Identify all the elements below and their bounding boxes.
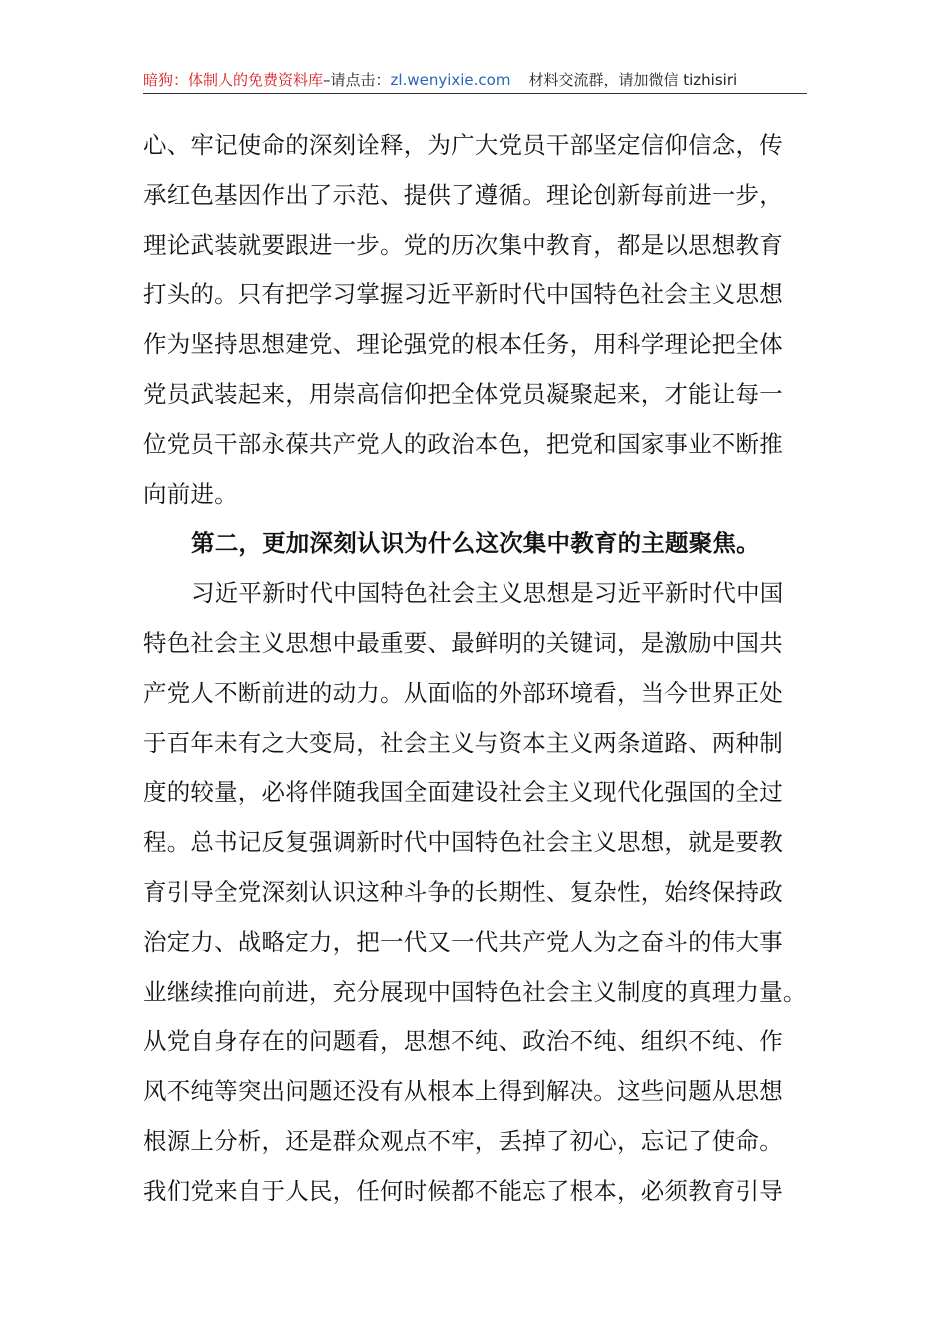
section-heading: 第二，更加深刻认识为什么这次集中教育的主题聚焦。 <box>191 529 760 558</box>
text-line: 作为坚持思想建党、理论强党的根本任务，用科学理论把全体 <box>143 330 783 359</box>
text-line: 程。总书记反复强调新时代中国特色社会主义思想，就是要教 <box>143 828 783 857</box>
text-line: 业继续推向前进，充分展现中国特色社会主义制度的真理力量。 <box>143 977 807 1006</box>
text-line: 治定力、战略定力，把一代又一代共产党人为之奋斗的伟大事 <box>143 927 783 956</box>
document-body <box>143 121 807 1217</box>
text-line: 心、牢记使命的深刻诠释，为广大党员干部坚定信仰信念，传 <box>143 131 783 159</box>
text-line: 习近平新时代中国特色社会主义思想是习近平新时代中国 <box>191 579 784 608</box>
header-group-note: 材料交流群，请加微信 tizhisiri <box>528 71 738 89</box>
text-line: 承红色基因作出了示范、提供了遵循。理论创新每前进一步， <box>143 180 783 209</box>
text-line: 度的较量，必将伴随我国全面建设社会主义现代化强国的全过 <box>143 778 783 807</box>
header-url-link[interactable]: zl.wenyixie.com <box>390 71 511 89</box>
text-line: 党员武装起来，用崇高信仰把全体党员凝聚起来，才能让每一 <box>143 379 783 408</box>
text-line: 风不纯等突出问题还没有从根本上得到解决。这些问题从思想 <box>143 1077 783 1106</box>
text-line: 位党员干部永葆共产党人的政治本色，把党和国家事业不断推 <box>143 429 783 458</box>
text-line: 从党自身存在的问题看，思想不纯、政治不纯、组织不纯、作 <box>143 1027 783 1056</box>
text-line: 于百年未有之大变局，社会主义与资本主义两条道路、两种制 <box>143 728 783 757</box>
text-line: 特色社会主义思想中最重要、最鲜明的关键词，是激励中国共 <box>143 628 783 657</box>
text-line: 育引导全党深刻认识这种斗争的长期性、复杂性，始终保持政 <box>143 877 783 906</box>
text-line: 向前进。 <box>143 479 238 508</box>
text-line: 我们党来自于人民，任何时候都不能忘了根本，必须教育引导 <box>143 1176 783 1205</box>
text-line: 理论武装就要跟进一步。党的历次集中教育，都是以思想教育 <box>143 230 783 259</box>
header-click-prompt: –请点击： <box>323 71 391 89</box>
text-line: 产党人不断前进的动力。从面临的外部环境看，当今世界正处 <box>143 678 783 707</box>
text-line: 打头的。只有把学习掌握习近平新时代中国特色社会主义思想 <box>143 280 783 309</box>
document-header <box>143 68 807 94</box>
text-line: 根源上分析，还是群众观点不牢，丢掉了初心，忘记了使命。 <box>143 1126 783 1155</box>
header-site-name: 暗狗：体制人的免费资料库 <box>143 71 324 89</box>
